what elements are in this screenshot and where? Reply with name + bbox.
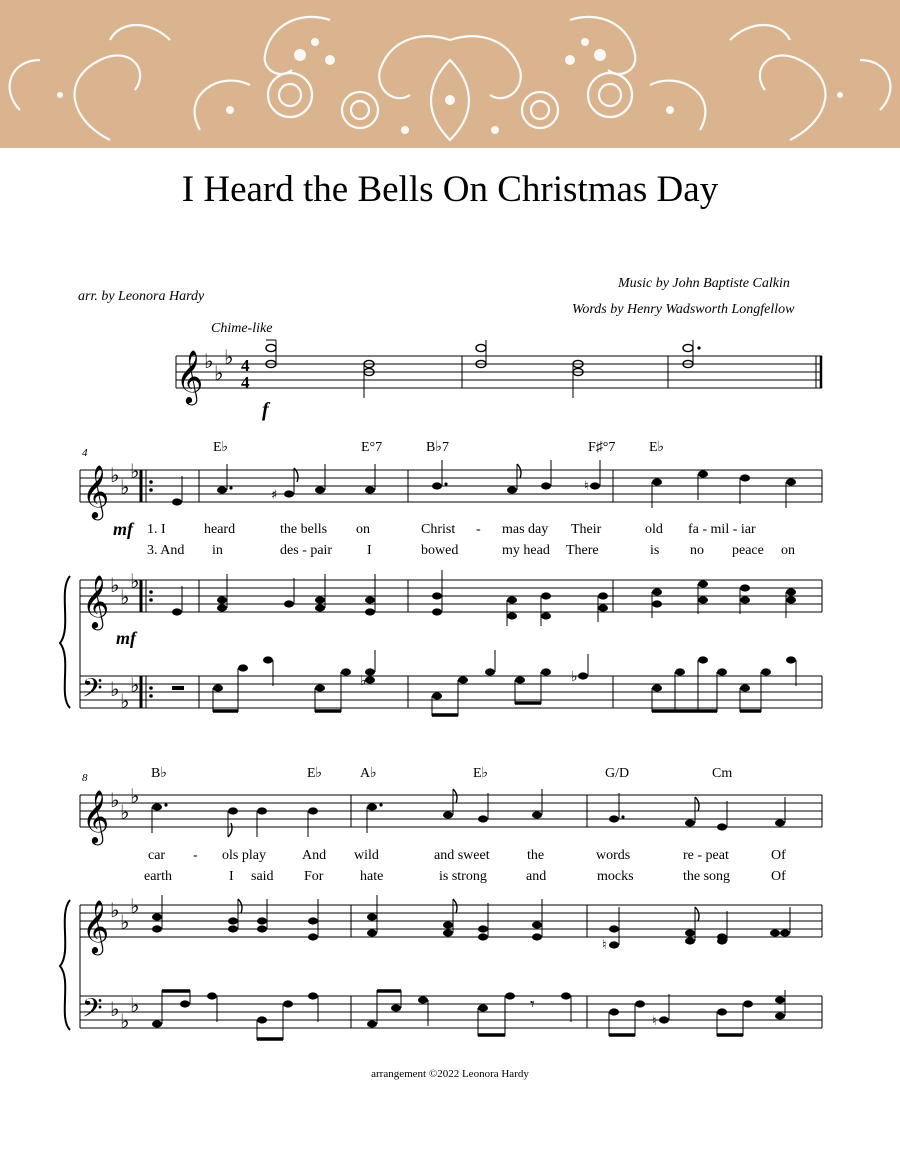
arranger-credit: arr. by Leonora Hardy [78,289,205,304]
words-credit: Words by Henry Wadsworth Longfellow [572,302,795,317]
svg-text:♭: ♭ [110,677,120,701]
treble-clef-icon: 𝄞 [176,349,204,403]
svg-text:♮: ♮ [602,938,607,953]
svg-text:♭: ♭ [130,993,140,1017]
svg-text:♭: ♭ [214,361,224,385]
svg-text:ols play: ols play [222,848,266,863]
treble-clef-icon: 𝄞 [82,464,110,518]
svg-text:♭: ♭ [110,573,120,597]
svg-text:Their: Their [571,522,602,537]
svg-text:heard: heard [204,522,236,537]
intro-dynamic: f [262,399,269,421]
svg-text:♯: ♯ [271,488,278,503]
lyrics-verse-1 [147,522,756,537]
time-signature-top: 4 [241,356,250,375]
chord-symbols [151,766,732,781]
treble-clef-icon: 𝄞 [82,789,110,843]
svg-text:on: on [781,543,795,558]
piano-dynamic: mf [116,628,136,648]
time-signature-bottom: 4 [241,373,250,392]
svg-text:Of: Of [771,848,786,863]
svg-text:♮: ♮ [652,1014,657,1029]
svg-text:is: is [650,543,660,558]
svg-text:earth: earth [144,869,172,884]
key-signature-flats-icon [110,459,139,499]
measure-number: 8 [82,772,88,784]
svg-text:des - pair: des - pair [280,543,333,558]
chord-symbols [213,440,664,455]
svg-text:♭: ♭ [110,788,120,812]
svg-text:no: no [690,543,704,558]
svg-text:old: old [645,522,663,537]
svg-text:E♭: E♭ [649,440,665,455]
svg-text:B♭7: B♭7 [426,440,449,455]
svg-text:hate: hate [360,869,384,884]
svg-text:♭: ♭ [204,349,214,373]
svg-text:and: and [526,869,547,884]
svg-text:re - peat: re - peat [683,848,729,863]
svg-text:Of: Of [771,869,786,884]
svg-text:and sweet: and sweet [434,848,490,863]
svg-text:my head: my head [502,543,550,558]
svg-text:I: I [367,543,372,558]
key-signature-flats-icon [110,784,139,824]
svg-text:peace: peace [732,543,764,558]
svg-text:1. I: 1. I [147,522,166,537]
svg-text:♭: ♭ [130,784,140,808]
svg-text:in: in [212,543,223,558]
svg-text:♭: ♭ [571,669,578,685]
svg-text:-: - [476,522,481,537]
svg-text:mas day: mas day [502,522,549,537]
svg-text:For: For [304,869,324,884]
svg-text:E°7: E°7 [361,440,383,455]
svg-text:B♭: B♭ [151,766,167,781]
svg-text:♭: ♭ [110,898,120,922]
svg-text:♭: ♭ [360,673,367,689]
svg-text:E♭: E♭ [473,766,489,781]
svg-text:the bells: the bells [280,522,328,537]
svg-text:E♭: E♭ [307,766,323,781]
svg-text:♭: ♭ [120,910,130,934]
svg-text:♭: ♭ [130,673,140,697]
svg-text:A♭: A♭ [360,766,377,781]
svg-text:♭: ♭ [120,800,130,824]
svg-text:mocks: mocks [597,869,634,884]
svg-text:Cm: Cm [712,766,733,781]
svg-text:♭: ♭ [120,475,130,499]
key-signature-flats-icon [204,345,233,385]
treble-clef-icon: 𝄞 [82,574,110,628]
svg-text:♭: ♭ [224,345,234,369]
svg-text:♭: ♭ [120,585,130,609]
svg-text:bowed: bowed [421,543,459,558]
music-credit: Music by John Baptiste Calkin [618,276,790,291]
measure-number: 4 [82,447,88,459]
page-title: I Heard the Bells On Christmas Day [181,169,719,210]
svg-text:I: I [229,869,234,884]
svg-text:𝄾: 𝄾 [530,994,535,1015]
svg-text:fa - mil - iar: fa - mil - iar [688,522,756,537]
copyright-footer: arrangement ©2022 Leonora Hardy [371,1068,529,1080]
svg-text:on: on [356,522,370,537]
svg-text:♮: ♮ [584,479,589,494]
svg-text:♭: ♭ [130,894,140,918]
svg-text:♭: ♭ [130,569,140,593]
svg-text:And: And [302,848,327,863]
svg-text:words: words [596,848,631,863]
lyrics-verse-3 [144,869,786,884]
svg-text:is strong: is strong [439,869,487,884]
bass-clef-icon: 𝄢 [82,672,103,710]
svg-text:said: said [251,869,274,884]
key-signature-flats-icon [110,894,139,934]
svg-text:the song: the song [683,869,731,884]
key-signature-flats-icon [110,673,139,713]
svg-text:-: - [193,848,198,863]
voice-dynamic: mf [113,519,133,539]
svg-text:♭: ♭ [110,997,120,1021]
tempo-marking: Chime-like [211,321,273,336]
svg-text:the: the [527,848,545,863]
svg-text:3. And: 3. And [147,543,185,558]
treble-clef-icon: 𝄞 [82,899,110,953]
svg-text:E♭: E♭ [213,440,229,455]
svg-text:car: car [148,848,166,863]
svg-text:♭: ♭ [110,463,120,487]
key-signature-flats-icon [110,993,139,1033]
svg-text:Christ: Christ [421,522,456,537]
bass-clef-icon: 𝄢 [82,992,103,1030]
svg-text:♭: ♭ [120,689,130,713]
key-signature-flats-icon [110,569,139,609]
svg-text:♭: ♭ [130,459,140,483]
intro-staff [176,321,822,421]
system-2 [60,766,822,1040]
svg-text:There: There [566,543,599,558]
svg-text:♭: ♭ [120,1009,130,1033]
lyrics-verse-3 [147,543,795,558]
svg-text:G/D: G/D [605,766,630,781]
system-1 [60,440,822,716]
svg-text:wild: wild [354,848,379,863]
lyrics-verse-1 [148,848,786,863]
svg-text:F♯°7: F♯°7 [588,440,616,455]
